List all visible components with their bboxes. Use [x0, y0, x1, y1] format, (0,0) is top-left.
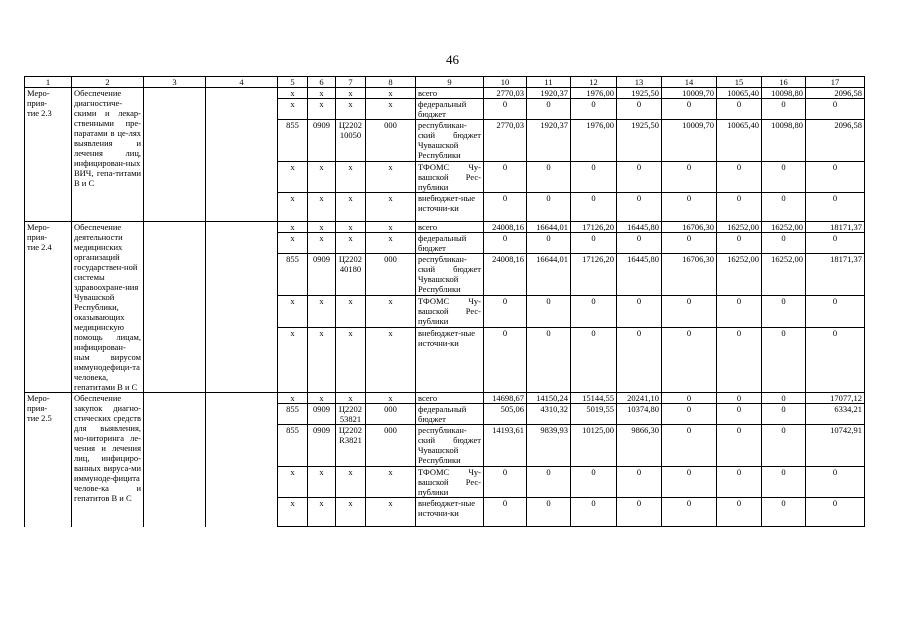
column-header: 5: [278, 77, 308, 88]
amount-cell: 14698,67: [484, 393, 527, 404]
amount-cell: 0: [662, 193, 717, 222]
amount-cell: 16252,00: [717, 222, 762, 233]
grbs-code: x: [290, 498, 295, 508]
target-article-code: x: [348, 88, 353, 98]
section-code: x: [319, 498, 324, 508]
column-header: 9: [416, 77, 484, 88]
amount-cell: 0: [571, 467, 617, 498]
grbs-code: x: [290, 393, 295, 403]
expense-type-code: 000: [384, 425, 397, 435]
column-header: 8: [366, 77, 416, 88]
amount-cell: 0: [527, 296, 571, 327]
expense-type-code: 000: [384, 120, 397, 130]
amount-cell: 2096,58: [806, 88, 865, 99]
amount-cell: 0: [717, 233, 762, 254]
amount-cell: 15144,55: [571, 393, 617, 404]
amount-cell: 0: [571, 233, 617, 254]
amount-cell: 0: [762, 233, 806, 254]
grbs-code: x: [290, 233, 295, 244]
amount-cell: 0: [662, 425, 717, 467]
column-header: 4: [206, 77, 278, 88]
empty-cell: [206, 393, 278, 527]
column-header: 13: [617, 77, 662, 88]
funding-source: внебюджет-ные источни-ки: [416, 193, 484, 222]
empty-cell: [206, 222, 278, 393]
amount-cell: 0: [762, 498, 806, 527]
grbs-code: x: [290, 88, 295, 98]
amount-cell: 0: [762, 193, 806, 222]
funding-source: ТФОМС Чу-вашской Рес-публики: [416, 296, 484, 327]
expense-type-code: x: [388, 162, 393, 172]
amount-cell: 10742,91: [806, 425, 865, 467]
amount-cell: 17077,12: [806, 393, 865, 404]
empty-cell: [144, 222, 206, 393]
section-code: x: [319, 162, 324, 172]
amount-cell: 0: [527, 193, 571, 222]
funding-source: внебюджет-ные источни-ки: [416, 498, 484, 527]
amount-cell: 0: [717, 193, 762, 222]
target-article-code: x: [348, 498, 353, 508]
target-article-code: Ц2202 10050: [338, 120, 363, 140]
column-header: 3: [144, 77, 206, 88]
amount-cell: 0: [527, 99, 571, 120]
target-article-code: x: [348, 222, 353, 232]
section-code: x: [319, 296, 324, 307]
amount-cell: 0: [527, 162, 571, 193]
amount-cell: 1920,37: [527, 120, 571, 162]
column-header: 15: [717, 77, 762, 88]
table-row: [25, 393, 865, 404]
amount-cell: 16644,01: [527, 222, 571, 233]
amount-cell: 0: [484, 99, 527, 120]
amount-cell: 0: [617, 467, 662, 498]
amount-cell: 0: [484, 162, 527, 193]
expense-type-code: x: [388, 296, 393, 307]
amount-cell: 0: [662, 467, 717, 498]
amount-cell: 0: [662, 99, 717, 120]
expense-type-code: x: [388, 99, 393, 109]
amount-cell: 0: [662, 233, 717, 254]
column-header: 2: [72, 77, 144, 88]
expense-type-code: x: [388, 222, 393, 232]
amount-cell: 18171,37: [806, 254, 865, 296]
amount-cell: 0: [527, 498, 571, 527]
section-code: 0909: [313, 404, 330, 414]
grbs-code: x: [290, 222, 295, 232]
target-article-code: Ц2202 40180: [338, 254, 363, 275]
section-code: 0909: [313, 254, 330, 265]
amount-cell: 2770,03: [484, 120, 527, 162]
amount-cell: 0: [717, 404, 762, 425]
amount-cell: 0: [571, 498, 617, 527]
amount-cell: 2770,03: [484, 88, 527, 99]
target-article-code: x: [348, 296, 353, 307]
amount-cell: 0: [717, 498, 762, 527]
amount-cell: 0: [571, 296, 617, 327]
measure-name: Обеспечение закупок диагно-стических средств для выявления, мо-ниторинга ле-чения и лечения лиц, инфициро-ванных вируса-ми иммуноде-фицита челове-ка и гепатитов В и С: [72, 393, 144, 527]
amount-cell: 0: [806, 233, 865, 254]
column-header: 10: [484, 77, 527, 88]
amount-cell: 0: [762, 296, 806, 327]
amount-cell: 0: [527, 327, 571, 392]
amount-cell: 10009,70: [662, 88, 717, 99]
column-header: 6: [308, 77, 336, 88]
amount-cell: 0: [617, 327, 662, 392]
measure-name: Обеспечение деятельности медицинских организаций государствен-ной системы здравоохране-ния Чувашской Республики, оказывающих медицинскую помощь лицам, инфицирован-ным вирусом иммунодефици-та человека, гепатитами В и С: [72, 222, 144, 393]
amount-cell: 16706,30: [662, 222, 717, 233]
amount-cell: 1976,00: [571, 120, 617, 162]
amount-cell: 0: [806, 99, 865, 120]
grbs-code: 855: [286, 425, 299, 435]
amount-cell: 16252,00: [762, 222, 806, 233]
grbs-code: x: [290, 193, 295, 203]
amount-cell: 18171,37: [806, 222, 865, 233]
measure-id: Меро- прия- тие 2.4: [27, 222, 52, 252]
amount-cell: 6334,21: [806, 404, 865, 425]
amount-cell: 0: [484, 233, 527, 254]
amount-cell: 16252,00: [717, 254, 762, 296]
column-header: 7: [336, 77, 366, 88]
funding-source: ТФОМС Чу-вашской Рес-публики: [416, 467, 484, 498]
amount-cell: 5019,55: [571, 404, 617, 425]
target-article-code: x: [348, 99, 353, 109]
amount-cell: 0: [806, 296, 865, 327]
grbs-code: x: [290, 467, 295, 477]
expense-type-code: x: [388, 467, 393, 477]
amount-cell: 0: [806, 162, 865, 193]
amount-cell: 0: [571, 99, 617, 120]
amount-cell: 1920,37: [527, 88, 571, 99]
amount-cell: 1925,50: [617, 88, 662, 99]
section-code: x: [319, 193, 324, 203]
grbs-code: x: [290, 99, 295, 109]
amount-cell: 10009,70: [662, 120, 717, 162]
expense-type-code: x: [388, 193, 393, 203]
amount-cell: 0: [762, 327, 806, 392]
amount-cell: 0: [662, 327, 717, 392]
table-row: [25, 222, 865, 233]
header-row: [25, 77, 865, 88]
amount-cell: 0: [617, 498, 662, 527]
amount-cell: 0: [617, 233, 662, 254]
amount-cell: 0: [762, 162, 806, 193]
funding-source: всего: [416, 393, 484, 404]
amount-cell: 14193,61: [484, 425, 527, 467]
funding-source: федеральный бюджет: [416, 99, 484, 120]
amount-cell: 9839,93: [527, 425, 571, 467]
amount-cell: 17126,20: [571, 222, 617, 233]
empty-cell: [144, 88, 206, 222]
grbs-code: x: [290, 296, 295, 307]
amount-cell: 10098,80: [762, 88, 806, 99]
amount-cell: 0: [762, 404, 806, 425]
amount-cell: 0: [662, 498, 717, 527]
column-header: 14: [662, 77, 717, 88]
amount-cell: 505,06: [484, 404, 527, 425]
amount-cell: 0: [662, 162, 717, 193]
section-code: x: [319, 233, 324, 244]
amount-cell: 0: [571, 327, 617, 392]
column-header: 1: [25, 77, 72, 88]
amount-cell: 0: [717, 296, 762, 327]
funding-source: ТФОМС Чу-вашской Рес-публики: [416, 162, 484, 193]
amount-cell: 20241,10: [617, 393, 662, 404]
grbs-code: 855: [286, 404, 299, 414]
amount-cell: 0: [717, 467, 762, 498]
column-header: 12: [571, 77, 617, 88]
amount-cell: 0: [762, 99, 806, 120]
grbs-code: 855: [286, 120, 299, 130]
target-article-code: x: [348, 327, 353, 338]
target-article-code: x: [348, 233, 353, 244]
amount-cell: 0: [617, 193, 662, 222]
target-article-code: x: [348, 162, 353, 172]
amount-cell: 0: [484, 193, 527, 222]
amount-cell: 0: [484, 467, 527, 498]
target-article-code: Ц2202 53821: [338, 404, 363, 424]
amount-cell: 0: [571, 193, 617, 222]
amount-cell: 10065,40: [717, 120, 762, 162]
amount-cell: 0: [762, 393, 806, 404]
empty-cell: [144, 393, 206, 527]
measure-name: Обеспечение диагностиче-скими и лекар-ственными пре-паратами в це-лях выявления и лечения лиц, инфицирован-ных ВИЧ, гепа-титами В и С: [72, 88, 144, 222]
grbs-code: x: [290, 162, 295, 172]
amount-cell: 24008,16: [484, 222, 527, 233]
funding-source: всего: [416, 222, 484, 233]
expense-type-code: 000: [384, 404, 397, 414]
amount-cell: 2096,58: [806, 120, 865, 162]
target-article-code: x: [348, 193, 353, 203]
funding-source: федеральный бюджет: [416, 233, 484, 254]
funding-source: республикан-ский бюджет Чувашской Республики: [416, 425, 484, 467]
grbs-code: x: [290, 327, 295, 338]
funding-source: внебюджет-ные источни-ки: [416, 327, 484, 392]
expense-type-code: x: [388, 327, 393, 338]
amount-cell: 16644,01: [527, 254, 571, 296]
expense-type-code: x: [388, 498, 393, 508]
amount-cell: 0: [806, 467, 865, 498]
amount-cell: 16706,30: [662, 254, 717, 296]
amount-cell: 0: [717, 327, 762, 392]
funding-source: всего: [416, 88, 484, 99]
section-code: x: [319, 467, 324, 477]
expense-type-code: x: [388, 233, 393, 244]
amount-cell: 0: [717, 425, 762, 467]
section-code: x: [319, 88, 324, 98]
amount-cell: 0: [484, 498, 527, 527]
amount-cell: 0: [662, 296, 717, 327]
expense-type-code: 000: [384, 254, 397, 265]
empty-cell: [206, 88, 278, 222]
amount-cell: 4310,32: [527, 404, 571, 425]
section-code: x: [319, 327, 324, 338]
budget-table: [24, 76, 865, 527]
amount-cell: 0: [527, 233, 571, 254]
measure-id: Меро- прия- тие 2.3: [27, 88, 52, 118]
amount-cell: 0: [762, 425, 806, 467]
column-header: 17: [806, 77, 865, 88]
amount-cell: 0: [662, 393, 717, 404]
amount-cell: 0: [662, 404, 717, 425]
section-code: x: [319, 99, 324, 109]
amount-cell: 0: [617, 162, 662, 193]
amount-cell: 0: [571, 162, 617, 193]
amount-cell: 16445,80: [617, 254, 662, 296]
column-header: 16: [762, 77, 806, 88]
amount-cell: 24008,16: [484, 254, 527, 296]
amount-cell: 10065,40: [717, 88, 762, 99]
amount-cell: 17126,20: [571, 254, 617, 296]
amount-cell: 0: [717, 162, 762, 193]
amount-cell: 10374,80: [617, 404, 662, 425]
section-code: x: [319, 393, 324, 403]
amount-cell: 0: [617, 296, 662, 327]
amount-cell: 0: [806, 327, 865, 392]
funding-source: республикан-ский бюджет Чувашской Республики: [416, 254, 484, 296]
amount-cell: 0: [762, 467, 806, 498]
section-code: 0909: [313, 120, 330, 130]
amount-cell: 16252,00: [762, 254, 806, 296]
target-article-code: x: [348, 467, 353, 477]
amount-cell: 0: [484, 327, 527, 392]
section-code: x: [319, 222, 324, 232]
expense-type-code: x: [388, 393, 393, 403]
amount-cell: 16445,80: [617, 222, 662, 233]
amount-cell: 0: [484, 296, 527, 327]
funding-source: республикан-ский бюджет Чувашской Республики: [416, 120, 484, 162]
target-article-code: Ц2202 R3821: [338, 425, 363, 445]
page-number: 46: [446, 52, 459, 67]
amount-cell: 0: [806, 498, 865, 527]
amount-cell: 10098,80: [762, 120, 806, 162]
amount-cell: 1976,00: [571, 88, 617, 99]
expense-type-code: x: [388, 88, 393, 98]
funding-source: федеральный бюджет: [416, 404, 484, 425]
amount-cell: 0: [527, 467, 571, 498]
measure-id: Меро- прия- тие 2.5: [27, 393, 52, 423]
grbs-code: 855: [286, 254, 299, 265]
amount-cell: 0: [717, 393, 762, 404]
amount-cell: 14150,24: [527, 393, 571, 404]
table-row: [25, 88, 865, 99]
amount-cell: 0: [617, 99, 662, 120]
column-header: 11: [527, 77, 571, 88]
target-article-code: x: [348, 393, 353, 403]
section-code: 0909: [313, 425, 330, 435]
amount-cell: 9866,30: [617, 425, 662, 467]
amount-cell: 0: [806, 193, 865, 222]
amount-cell: 0: [717, 99, 762, 120]
amount-cell: 1925,50: [617, 120, 662, 162]
amount-cell: 10125,00: [571, 425, 617, 467]
